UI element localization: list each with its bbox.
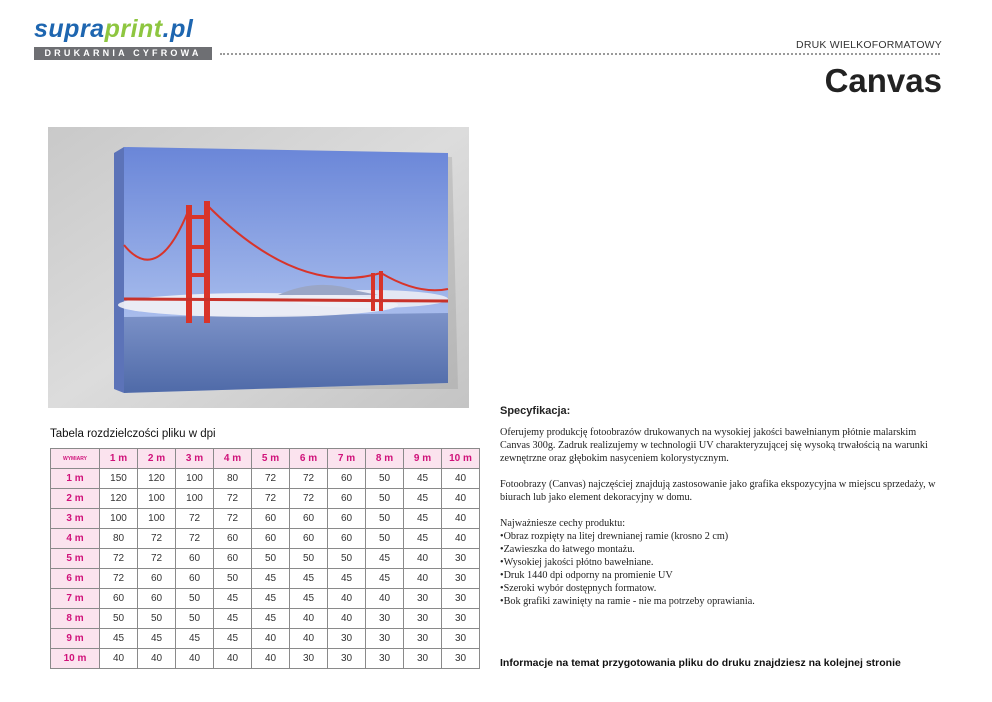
table-cell: 72 xyxy=(214,509,252,529)
table-cell: 40 xyxy=(442,509,480,529)
table-cell: 60 xyxy=(252,509,290,529)
table-header-row xyxy=(51,449,480,469)
specification-paragraph-1: Oferujemy produkcję fotoobrazów drukowanych na wysokiej jakości bawełnianym płótnie malarskim Canvas 300g. Zadruk realizujemy w technologii UV charakteryzującej się wysoką trwałością na warunki zewnętrzne oraz głębokim nasyceniem kolorystycznym. xyxy=(500,427,928,464)
table-row xyxy=(51,589,480,609)
table-cell: 30 xyxy=(442,549,480,569)
resolution-table xyxy=(50,448,480,669)
column-header: 3 m xyxy=(176,449,214,469)
table-corner-label: WYMIARY xyxy=(51,449,100,469)
column-header: 9 m xyxy=(404,449,442,469)
table-cell: 72 xyxy=(252,469,290,489)
feature-item: • Szeroki wybór dostępnych formatow. xyxy=(500,582,945,595)
table-cell: 30 xyxy=(404,589,442,609)
logo-tagline: DRUKARNIA CYFROWA xyxy=(34,47,212,60)
column-header: 8 m xyxy=(366,449,404,469)
table-cell: 50 xyxy=(176,589,214,609)
table-cell: 45 xyxy=(404,489,442,509)
table-cell: 60 xyxy=(100,589,138,609)
table-cell: 72 xyxy=(214,489,252,509)
table-cell: 72 xyxy=(138,529,176,549)
table-cell: 40 xyxy=(328,589,366,609)
table-cell: 30 xyxy=(442,589,480,609)
table-cell: 45 xyxy=(252,609,290,629)
table-cell: 100 xyxy=(176,489,214,509)
table-cell: 40 xyxy=(252,629,290,649)
table-cell: 45 xyxy=(214,629,252,649)
table-cell: 40 xyxy=(442,469,480,489)
row-header: 7 m xyxy=(51,589,100,609)
table-row xyxy=(51,489,480,509)
resolution-table-title: Tabela rozdzielczości pliku w dpi xyxy=(50,428,216,440)
table-cell: 45 xyxy=(176,629,214,649)
column-header: 4 m xyxy=(214,449,252,469)
table-cell: 30 xyxy=(442,629,480,649)
table-cell: 40 xyxy=(442,489,480,509)
features-heading: Najważniesze cechy produktu: xyxy=(500,518,626,529)
table-cell: 45 xyxy=(366,569,404,589)
table-cell: 72 xyxy=(100,569,138,589)
table-cell: 40 xyxy=(366,589,404,609)
table-cell: 60 xyxy=(290,529,328,549)
table-cell: 100 xyxy=(100,509,138,529)
table-cell: 30 xyxy=(442,649,480,669)
footer-note: Informacje na temat przygotowania pliku do druku znajdziesz na kolejnej stronie xyxy=(500,657,901,669)
table-cell: 50 xyxy=(214,569,252,589)
table-cell: 45 xyxy=(214,589,252,609)
row-header: 6 m xyxy=(51,569,100,589)
row-header: 1 m xyxy=(51,469,100,489)
table-row xyxy=(51,629,480,649)
table-cell: 30 xyxy=(366,649,404,669)
section-label: DRUK WIELKOFORMATOWY xyxy=(796,39,942,51)
table-cell: 30 xyxy=(290,649,328,669)
logo xyxy=(34,14,214,62)
table-cell: 60 xyxy=(176,569,214,589)
row-header: 4 m xyxy=(51,529,100,549)
column-header: 5 m xyxy=(252,449,290,469)
table-row xyxy=(51,469,480,489)
table-cell: 72 xyxy=(138,549,176,569)
table-cell: 80 xyxy=(214,469,252,489)
table-cell: 45 xyxy=(214,609,252,629)
table-cell: 45 xyxy=(100,629,138,649)
table-cell: 40 xyxy=(138,649,176,669)
table-cell: 100 xyxy=(138,489,176,509)
table-cell: 60 xyxy=(214,529,252,549)
logo-part-pl: .pl xyxy=(162,15,194,43)
table-row xyxy=(51,609,480,629)
table-cell: 40 xyxy=(442,529,480,549)
feature-item: • Zawieszka do łatwego montażu. xyxy=(500,543,945,556)
table-cell: 50 xyxy=(366,469,404,489)
table-cell: 60 xyxy=(328,489,366,509)
table-cell: 120 xyxy=(100,489,138,509)
table-cell: 40 xyxy=(252,649,290,669)
table-cell: 40 xyxy=(328,609,366,629)
table-cell: 45 xyxy=(290,569,328,589)
table-cell: 60 xyxy=(176,549,214,569)
feature-item: • Wysokiej jakości płótno bawełniane. xyxy=(500,556,945,569)
row-header: 5 m xyxy=(51,549,100,569)
row-header: 3 m xyxy=(51,509,100,529)
column-header: 2 m xyxy=(138,449,176,469)
table-cell: 72 xyxy=(290,489,328,509)
logo-wordmark xyxy=(34,14,193,44)
row-header: 10 m xyxy=(51,649,100,669)
table-cell: 80 xyxy=(100,529,138,549)
column-header: 10 m xyxy=(442,449,480,469)
table-cell: 120 xyxy=(138,469,176,489)
table-cell: 72 xyxy=(252,489,290,509)
table-cell: 50 xyxy=(366,489,404,509)
table-cell: 45 xyxy=(404,509,442,529)
table-cell: 50 xyxy=(366,529,404,549)
table-cell: 30 xyxy=(442,569,480,589)
table-cell: 45 xyxy=(404,529,442,549)
table-cell: 30 xyxy=(366,629,404,649)
table-cell: 40 xyxy=(290,609,328,629)
table-cell: 45 xyxy=(252,589,290,609)
table-cell: 45 xyxy=(404,469,442,489)
table-cell: 50 xyxy=(252,549,290,569)
table-cell: 72 xyxy=(100,549,138,569)
table-cell: 60 xyxy=(328,469,366,489)
table-row xyxy=(51,549,480,569)
features-list xyxy=(500,530,945,608)
table-cell: 30 xyxy=(366,609,404,629)
table-cell: 40 xyxy=(214,649,252,669)
table-cell: 60 xyxy=(214,549,252,569)
table-cell: 150 xyxy=(100,469,138,489)
table-cell: 100 xyxy=(138,509,176,529)
column-header: 7 m xyxy=(328,449,366,469)
feature-item: • Bok grafiki zawinięty na ramie - nie ma potrzeby oprawiania. xyxy=(500,595,945,608)
table-cell: 50 xyxy=(328,549,366,569)
table-cell: 60 xyxy=(138,569,176,589)
table-cell: 50 xyxy=(366,509,404,529)
page-title: Canvas xyxy=(824,62,942,99)
table-cell: 60 xyxy=(138,589,176,609)
table-cell: 40 xyxy=(290,629,328,649)
table-cell: 30 xyxy=(328,649,366,669)
table-cell: 60 xyxy=(328,509,366,529)
table-cell: 30 xyxy=(404,629,442,649)
table-cell: 40 xyxy=(176,649,214,669)
feature-item: • Druk 1440 dpi odporny na promienie UV xyxy=(500,569,945,582)
table-cell: 60 xyxy=(290,509,328,529)
feature-item: • Obraz rozpięty na litej drewnianej ramie (krosno 2 cm) xyxy=(500,530,945,543)
table-cell: 30 xyxy=(404,609,442,629)
table-cell: 40 xyxy=(404,549,442,569)
table-cell: 50 xyxy=(290,549,328,569)
table-row xyxy=(51,529,480,549)
logo-part-print: print xyxy=(104,15,163,43)
specification-heading: Specyfikacja: xyxy=(500,405,571,417)
table-cell: 50 xyxy=(138,609,176,629)
table-cell: 60 xyxy=(328,529,366,549)
table-cell: 72 xyxy=(176,529,214,549)
table-cell: 45 xyxy=(138,629,176,649)
table-cell: 45 xyxy=(328,569,366,589)
column-header: 1 m xyxy=(100,449,138,469)
table-cell: 50 xyxy=(100,609,138,629)
row-header: 2 m xyxy=(51,489,100,509)
table-cell: 40 xyxy=(100,649,138,669)
table-row xyxy=(51,509,480,529)
table-cell: 50 xyxy=(176,609,214,629)
table-row xyxy=(51,569,480,589)
table-cell: 45 xyxy=(290,589,328,609)
canvas-product-photo xyxy=(48,127,469,408)
row-header: 9 m xyxy=(51,629,100,649)
table-cell: 45 xyxy=(366,549,404,569)
table-cell: 30 xyxy=(404,649,442,669)
canvas-photo-golden-gate-icon xyxy=(48,127,469,408)
table-cell: 72 xyxy=(176,509,214,529)
table-cell: 40 xyxy=(404,569,442,589)
table-cell: 100 xyxy=(176,469,214,489)
specification-section xyxy=(500,405,945,608)
logo-part-supra: supra xyxy=(34,15,105,43)
header-divider xyxy=(220,53,940,55)
table-cell: 72 xyxy=(290,469,328,489)
table-row xyxy=(51,649,480,669)
table-cell: 30 xyxy=(328,629,366,649)
specification-paragraph-2: Fotoobrazy (Canvas) najczęściej znajdują zastosowanie jako grafika ekspozycyjna w miejscu sprzedaży, w biurach lub jako element dekoracyjny w domu. xyxy=(500,479,936,503)
table-cell: 45 xyxy=(252,569,290,589)
column-header: 6 m xyxy=(290,449,328,469)
table-cell: 60 xyxy=(252,529,290,549)
row-header: 8 m xyxy=(51,609,100,629)
table-cell: 30 xyxy=(442,609,480,629)
